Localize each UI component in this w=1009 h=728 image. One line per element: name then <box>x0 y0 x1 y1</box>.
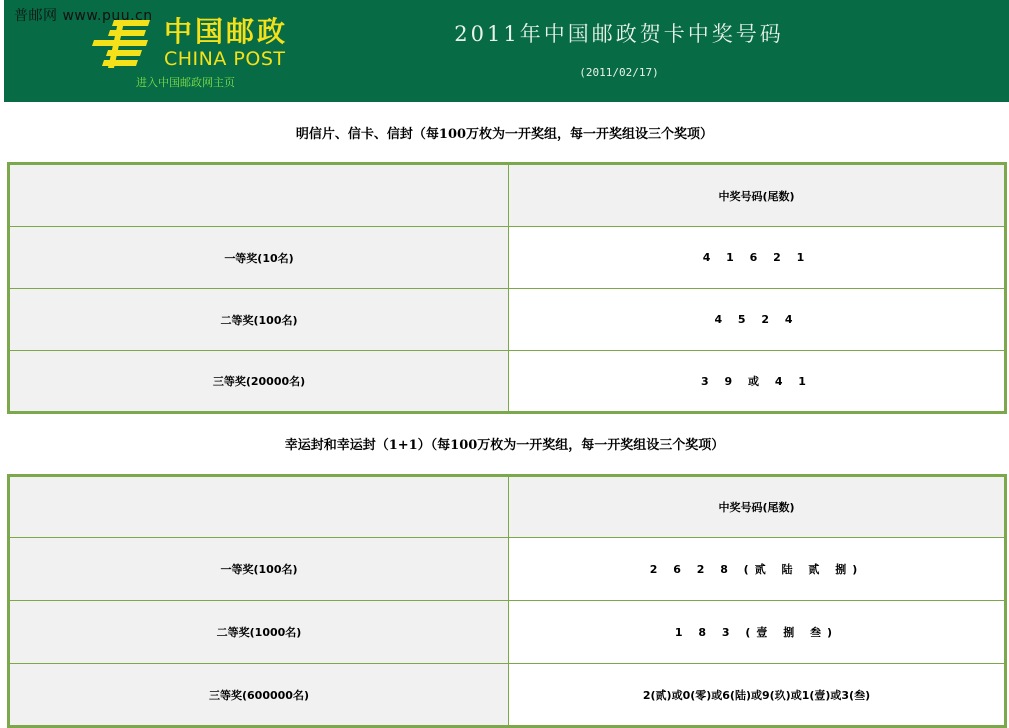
winning-numbers: 4 1 6 2 1 <box>509 227 1006 289</box>
winning-numbers: 1 8 3 (壹 捌 叁) <box>509 601 1006 664</box>
table-row <box>9 289 1006 351</box>
section-title-lucky-envelopes: 幸运封和幸运封（1+1）（每100万枚为一开奖组，每一开奖组设三个奖项） <box>284 438 725 453</box>
header-cell-prize <box>9 476 509 538</box>
page-date: (2011/02/17) <box>579 66 659 79</box>
header-cell-numbers: 中奖号码(尾数) <box>509 476 1006 538</box>
winning-numbers: 3 9 或 4 1 <box>509 351 1006 413</box>
china-post-home-link[interactable]: 进入中国邮政网主页 <box>136 76 235 89</box>
page-title: 2011年中国邮政贺卡中奖号码 <box>454 22 784 46</box>
winning-numbers: 4 5 2 4 <box>509 289 1006 351</box>
header-cell-prize <box>9 164 509 227</box>
winning-numbers: 2 6 2 8 (贰 陆 贰 捌) <box>509 538 1006 601</box>
winning-numbers: 2(贰)或0(零)或6(陆)或9(玖)或1(壹)或3(叁) <box>509 664 1006 727</box>
prize-level: 三等奖(20000名) <box>9 351 509 413</box>
logo-english-text: CHINA POST <box>164 48 286 70</box>
china-post-emblem-icon <box>92 18 152 70</box>
prize-level: 一等奖(100名) <box>9 538 509 601</box>
table-row <box>9 601 1006 664</box>
prize-level: 二等奖(100名) <box>9 289 509 351</box>
prize-table-lucky-envelopes <box>7 474 1007 728</box>
section-title-postcards: 明信片、信卡、信封（每100万枚为一开奖组，每一开奖组设三个奖项） <box>295 127 714 142</box>
prize-level: 一等奖(10名) <box>9 227 509 289</box>
table-row <box>9 227 1006 289</box>
logo-chinese-text: 中国邮政 <box>164 15 289 48</box>
table-row <box>9 538 1006 601</box>
table-row <box>9 351 1006 413</box>
prize-table-postcards <box>7 162 1007 414</box>
table-row <box>9 664 1006 727</box>
prize-level: 二等奖(1000名) <box>9 601 509 664</box>
table-header-row <box>9 164 1006 227</box>
page-header <box>4 0 1009 102</box>
site-watermark: 普邮网 www.puu.cn <box>14 8 153 24</box>
prize-level: 三等奖(600000名) <box>9 664 509 727</box>
header-cell-numbers: 中奖号码(尾数) <box>509 164 1006 227</box>
table-header-row <box>9 476 1006 538</box>
